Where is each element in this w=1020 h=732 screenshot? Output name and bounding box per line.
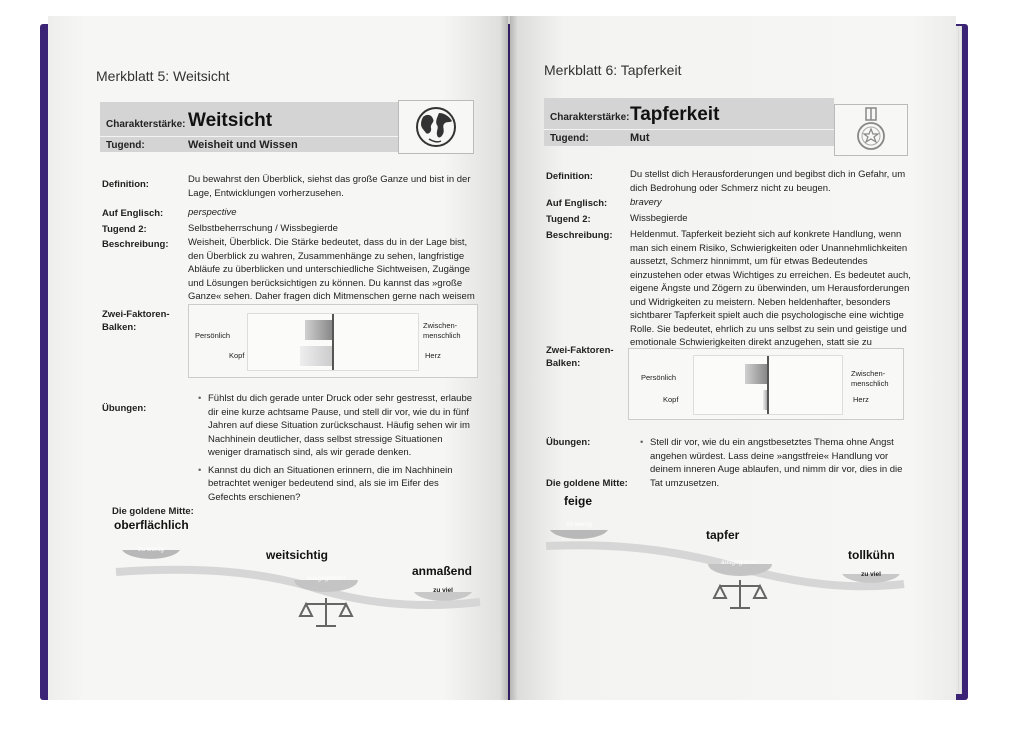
english-label: Auf Englisch: bbox=[102, 208, 164, 219]
balken-label: Zwei-Faktoren-Balken: bbox=[546, 345, 614, 369]
right-page bbox=[510, 16, 956, 700]
persoenlich-label: Persönlich bbox=[641, 373, 677, 382]
strength-name: Weitsicht bbox=[188, 110, 273, 131]
english-text: bravery bbox=[630, 197, 662, 208]
left-page bbox=[48, 16, 508, 700]
balken-frame bbox=[693, 355, 843, 415]
herz-label: Herz bbox=[425, 351, 441, 360]
zwischen-label: Zwischen-menschlich bbox=[851, 369, 889, 388]
golden-high-word: anmaßend bbox=[412, 564, 473, 578]
golden-low-word: oberflächlich bbox=[114, 518, 189, 532]
golden-mid-tag: ausgeglichen bbox=[306, 575, 346, 582]
description-label: Beschreibung: bbox=[546, 230, 613, 241]
scale-balance-icon bbox=[300, 598, 352, 626]
balken-frame bbox=[247, 313, 419, 371]
strength-label: Charakterstärke: bbox=[550, 112, 630, 123]
page-title: Merkblatt 6: Tapferkeit bbox=[544, 62, 682, 78]
definition-text: Du stellst dich Herausforderungen und begibst dich in Gefahr, um dich Bedrohung oder Schmerz nicht zu beugen. bbox=[630, 169, 906, 194]
golden-high-tag: zu viel bbox=[861, 571, 881, 578]
balken-center-line bbox=[767, 356, 769, 414]
definition-label: Definition: bbox=[546, 171, 593, 182]
english-text: perspective bbox=[188, 207, 237, 218]
exercises-list bbox=[638, 436, 910, 494]
page-title: Merkblatt 5: Weitsicht bbox=[96, 68, 230, 84]
golden-mid-word: tapfer bbox=[706, 528, 740, 542]
golden-mid-word: weitsichtig bbox=[266, 548, 329, 562]
strength-name: Tapferkeit bbox=[630, 104, 720, 125]
two-factor-chart bbox=[628, 348, 904, 420]
strength-header bbox=[544, 98, 834, 146]
header-divider bbox=[100, 136, 398, 137]
header-divider bbox=[544, 129, 834, 130]
balken-center-line bbox=[332, 314, 334, 370]
scale-balance-icon bbox=[714, 580, 766, 608]
golden-mid-tag: ausgeglichen bbox=[720, 559, 760, 566]
kopf-label: Kopf bbox=[229, 351, 245, 360]
kopf-bar bbox=[300, 346, 332, 366]
strength-icon-box bbox=[834, 104, 908, 156]
exercises-label: Übungen: bbox=[546, 437, 591, 448]
persoenlich-bar bbox=[305, 320, 332, 340]
definition-label: Definition: bbox=[102, 179, 149, 190]
golden-high-tag: zu viel bbox=[433, 587, 453, 594]
description-label: Beschreibung: bbox=[102, 239, 169, 250]
exercise-item: • Kannst du dich an Situationen erinnern, die im Nachhinein betrachtet weniger bedeutend sind, als sie im Eifer des Gefechts erschienen? bbox=[208, 464, 476, 505]
golden-low-tag: zu wenig bbox=[138, 546, 164, 553]
strength-icon-box bbox=[398, 100, 474, 154]
golden-mean-title: Die goldene Mitte: bbox=[546, 478, 628, 489]
exercises-list bbox=[196, 392, 476, 508]
two-factor-chart bbox=[188, 304, 478, 378]
kopf-label: Kopf bbox=[663, 395, 679, 404]
definition-text: Du bewahrst den Überblick, siehst das große Ganze und bist in der Lage, Entwicklungen vorherzusehen. bbox=[188, 174, 471, 199]
book-gutter-shadow bbox=[500, 16, 518, 700]
english-label: Auf Englisch: bbox=[546, 198, 608, 209]
balken-label: Zwei-Faktoren-Balken: bbox=[102, 309, 170, 333]
golden-low-word: feige bbox=[564, 494, 593, 508]
exercises-label: Übungen: bbox=[102, 403, 147, 414]
exercise-item: • Stell dir vor, wie du ein angstbesetztes Thema ohne Angst angehen würdest. Lass deine »angstfreie« Handlung vor deinem inneren Auge ablaufen, und nimm dir vor, dies in die Tat umzusetzen. bbox=[650, 436, 910, 490]
golden-high-word: tollkühn bbox=[848, 548, 895, 562]
tugend2-text: Selbstbeherrschung / Wissbegierde bbox=[188, 223, 338, 234]
golden-low-tag: zu wenig bbox=[566, 521, 592, 528]
description-text: Heldenmut. Tapferkeit bezieht sich auf konkrete Handlung, wenn man sich einem Risiko, Schwierigkeiten oder Unannehmlichkeiten aussetzt, Schmerz hinnimmt, um für etwas Bedeutendes einzustehen oder etwas Wichtiges zu erreichen. Es bedeutet auch, eigene Ängste und Zögern zu überwinden, um Herausforderungen und Widrigkeiten zu meistern. Neben heldenhafter, besonders sichtbarer Tapferkeit spielt auch die psychologische eine wichtige Rolle. Sie bedeutet, ehrlich zu uns selbst zu sein und geistige und emotionale Schwierigkeiten direkt anzugehen, statt sie zu bbox=[630, 229, 911, 348]
globe-icon bbox=[399, 101, 473, 153]
tugend2-label: Tugend 2: bbox=[546, 214, 591, 225]
virtue-label: Tugend: bbox=[550, 133, 589, 144]
zwischen-label: Zwischen-menschlich bbox=[423, 321, 461, 340]
strength-header bbox=[100, 102, 398, 152]
persoenlich-label: Persönlich bbox=[195, 331, 231, 340]
herz-label: Herz bbox=[853, 395, 869, 404]
tugend2-text: Wissbegierde bbox=[630, 213, 688, 224]
tugend2-label: Tugend 2: bbox=[102, 224, 147, 235]
strength-label: Charakterstärke: bbox=[106, 119, 186, 130]
virtue-name: Weisheit und Wissen bbox=[188, 139, 298, 151]
description-text: Weisheit, Überblick. Die Stärke bedeutet, dass du in der Lage bist, den Überblick zu wahren, Zusammenhänge zu sehen, langfristige Abläufe zu überblicken und unterschiedliche Sichtweisen, Zugänge und Lösungen berücksichtigen zu können. Du kannst das »große Ganze« sehen. Daher fragen dich Mitmenschen gerne nach weisem bbox=[188, 237, 475, 302]
persoenlich-bar bbox=[745, 364, 767, 384]
golden-mean-title: Die goldene Mitte: bbox=[112, 506, 194, 517]
virtue-name: Mut bbox=[630, 132, 650, 144]
exercise-item: • Fühlst du dich gerade unter Druck oder sehr gestresst, erlaube dir eine kurze achtsame Pause, und stell dir vor, wie du in fünf Jahren auf diese Situation zurückschaust. Häufig sehen wir im Nachhinein deutlicher, dass selbst stressige Situationen weniger dramatisch sind, als wir gerade denken. bbox=[208, 392, 476, 460]
medal-icon bbox=[835, 105, 907, 155]
virtue-label: Tugend: bbox=[106, 140, 145, 151]
